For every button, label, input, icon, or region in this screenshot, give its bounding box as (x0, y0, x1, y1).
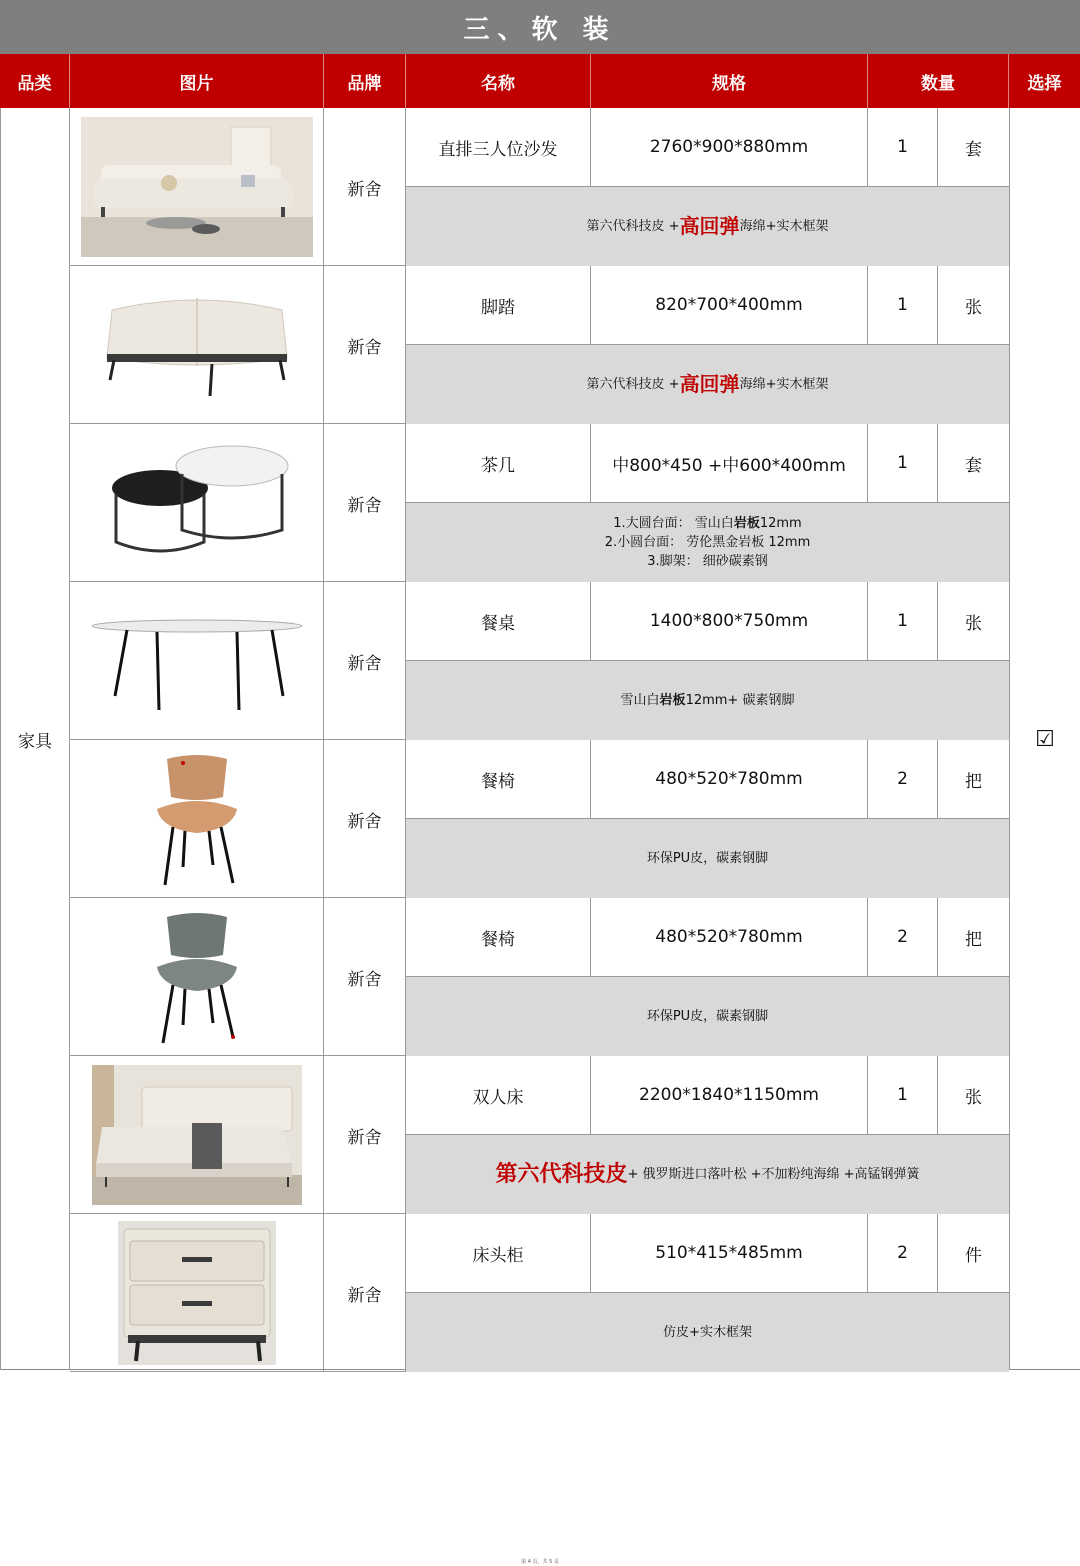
desc-part: 第六代科技皮 + (586, 219, 680, 234)
header-select: 选择 (1027, 73, 1062, 94)
desc-part: 1.大圆台面： 雪山白 (613, 516, 734, 531)
desc-highlight: 高回弹 (679, 372, 740, 396)
description-cell (406, 1292, 1009, 1372)
nightstand-image (70, 1214, 324, 1372)
spec-cell: 2200*1840*1150mm (591, 1056, 868, 1134)
unit-cell: 件 (965, 1245, 982, 1266)
desc-line: 2.小圆台面： 劳伦黑金岩板 12mm (604, 535, 811, 550)
table-header (0, 54, 1080, 108)
qty-cell: 1 (868, 108, 938, 186)
section-title: 三、软 装 (0, 0, 1080, 54)
description-cell (406, 818, 1009, 898)
qty-cell: 2 (868, 1214, 938, 1292)
qty-cell: 1 (868, 266, 938, 344)
spec-cell: 480*520*780mm (591, 740, 868, 818)
select-checkbox[interactable]: ☑ (1009, 108, 1080, 1370)
qty-cell: 2 (868, 898, 938, 976)
unit-cell: 把 (965, 771, 982, 792)
name-cell: 脚踏 (406, 266, 591, 344)
furniture-table (0, 108, 1080, 1370)
table-row (70, 898, 1009, 1056)
brand-cell: 新舍 (324, 108, 406, 266)
qty-cell: 2 (868, 740, 938, 818)
dining-chair-image (70, 898, 324, 1056)
table-row (70, 1056, 1009, 1214)
header-quantity: 数量 (868, 54, 1009, 108)
table-row (70, 108, 1009, 266)
dining-chair-image (70, 740, 324, 898)
name-cell: 双人床 (406, 1056, 591, 1134)
spec-cell: 510*415*485mm (591, 1214, 868, 1292)
brand-cell: 新舍 (324, 424, 406, 582)
brand-cell: 新舍 (324, 1056, 406, 1214)
table-row (70, 582, 1009, 740)
qty-cell: 1 (868, 1056, 938, 1134)
brand-cell: 新舍 (324, 266, 406, 424)
name-cell: 餐桌 (406, 582, 591, 660)
unit-cell: 张 (965, 613, 982, 634)
desc-part: 12mm+ 碳素钢脚 (685, 693, 795, 708)
desc-part: 第六代科技皮 + (586, 377, 680, 392)
description-cell (406, 344, 1009, 424)
spec-cell: 中800*450 +中600*400mm (591, 424, 868, 502)
desc-part: 海绵+实木框架 (739, 219, 829, 234)
table-row (70, 424, 1009, 582)
desc-highlight: 高回弹 (679, 214, 740, 238)
unit-cell: 把 (965, 929, 982, 950)
footstool-image (70, 266, 324, 424)
desc-part: 雪山白 (620, 693, 660, 708)
header-image: 图片 (70, 54, 324, 108)
table-row (70, 266, 1009, 424)
brand-cell: 新舍 (324, 1214, 406, 1372)
table-row (70, 740, 1009, 898)
desc-bold: 岩板 (733, 516, 760, 531)
spec-cell: 820*700*400mm (591, 266, 868, 344)
unit-cell: 套 (965, 139, 982, 160)
desc-text: 仿皮+实木框架 (663, 1325, 752, 1340)
description-cell (406, 186, 1009, 266)
desc-highlight: 第六代科技皮 (495, 1162, 628, 1187)
desc-line: 3.脚架： 细砂碳素钢 (647, 554, 768, 569)
spec-cell: 480*520*780mm (591, 898, 868, 976)
description-cell (406, 1134, 1009, 1214)
header-name: 名称 (406, 54, 591, 108)
table-row (70, 1214, 1009, 1372)
description-cell (406, 502, 1009, 582)
sofa-image (70, 108, 324, 266)
description-cell (406, 660, 1009, 740)
brand-cell: 新舍 (324, 582, 406, 740)
coffee-table-image (70, 424, 324, 582)
category-cell: 家具 (0, 108, 70, 1370)
name-cell: 床头柜 (406, 1214, 591, 1292)
name-cell: 餐椅 (406, 740, 591, 818)
desc-text: 环保PU皮，碳素钢脚 (646, 1009, 769, 1024)
header-spec: 规格 (591, 54, 868, 108)
spec-cell: 1400*800*750mm (591, 582, 868, 660)
desc-part: 12mm (759, 516, 802, 531)
unit-cell: 张 (965, 297, 982, 318)
page-footer: 第 4 页，共 5 页 (521, 1559, 559, 1565)
unit-cell: 张 (965, 1087, 982, 1108)
header-brand: 品牌 (324, 54, 406, 108)
qty-cell: 1 (868, 424, 938, 502)
desc-text: 环保PU皮，碳素钢脚 (646, 851, 769, 866)
qty-cell: 1 (868, 582, 938, 660)
double-bed-image (70, 1056, 324, 1214)
header-category: 品类 (0, 54, 70, 108)
brand-cell: 新舍 (324, 898, 406, 1056)
name-cell: 茶几 (406, 424, 591, 502)
description-cell (406, 976, 1009, 1056)
name-cell: 直排三人位沙发 (406, 108, 591, 186)
brand-cell: 新舍 (324, 740, 406, 898)
desc-part: 海绵+实木框架 (739, 377, 829, 392)
name-cell: 餐椅 (406, 898, 591, 976)
unit-cell: 套 (965, 455, 982, 476)
desc-part: + 俄罗斯进口落叶松 +不加粉纯海绵 +高锰钢弹簧 (627, 1167, 920, 1182)
desc-bold: 岩板 (659, 693, 686, 708)
spec-cell: 2760*900*880mm (591, 108, 868, 186)
dining-table-image (70, 582, 324, 740)
